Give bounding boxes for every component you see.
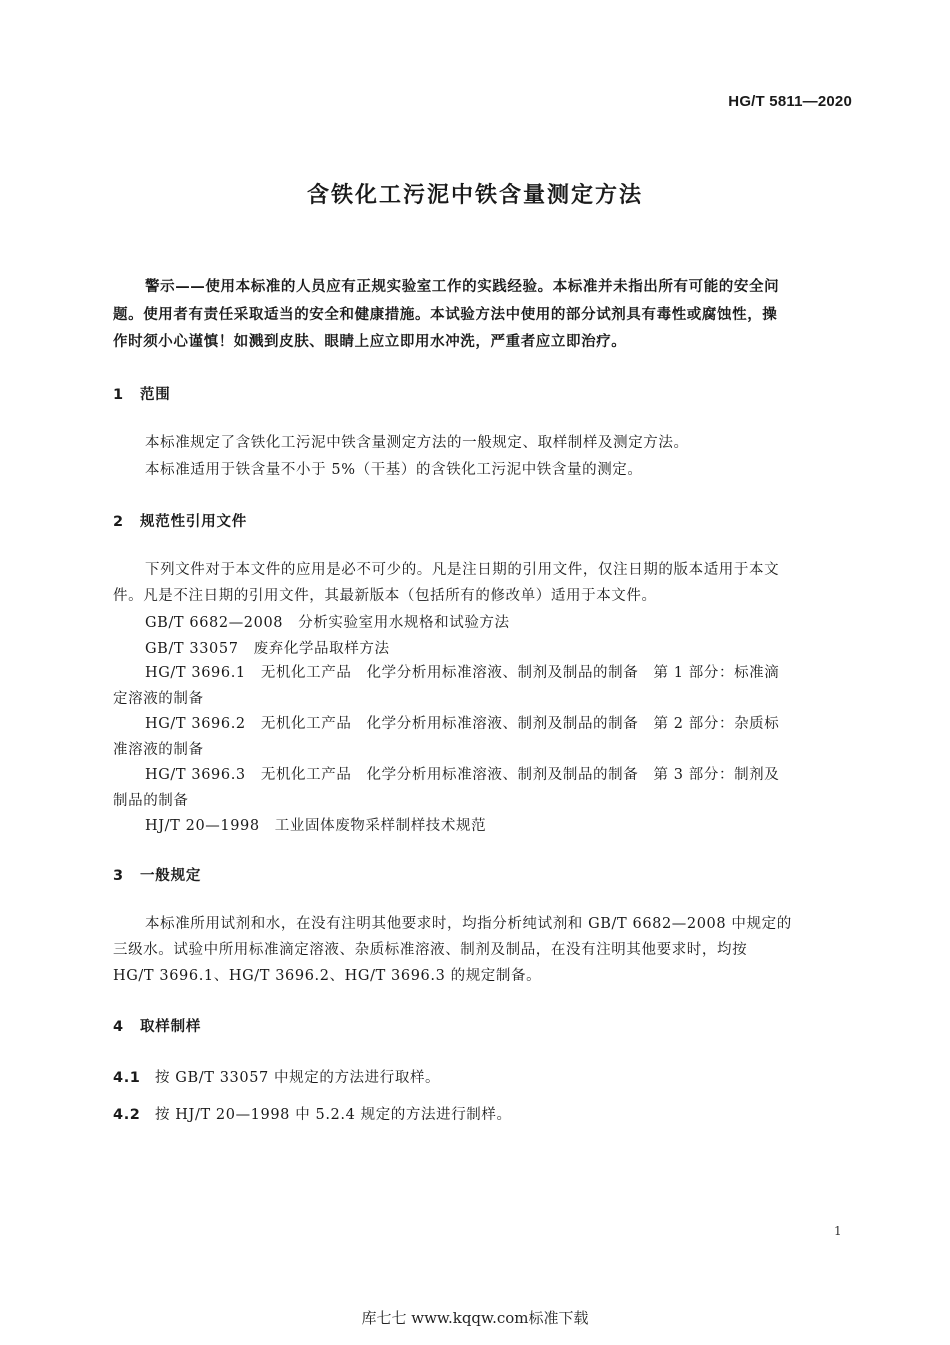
reference-code: GB/T 6682—2008: [145, 615, 284, 631]
reference-item: [145, 712, 779, 733]
clause-4-2: [113, 1103, 512, 1124]
standard-code: HG/T 5811—2020: [728, 93, 852, 110]
reference-item: [145, 637, 390, 658]
section-number: 1: [113, 387, 124, 403]
section-2-heading: [113, 510, 247, 531]
footer-watermark-text: 库七七 www.kqqw.com标准下载: [361, 1309, 589, 1327]
reference-code: HG/T 3696.1: [145, 665, 246, 681]
reference-code: HG/T 3696.2: [145, 716, 246, 732]
section-3-line-1: 本标准所用试剂和水，在没有注明其他要求时，均指分析纯试剂和 GB/T 6682—2008 中规定的: [145, 916, 792, 932]
reference-item: [145, 611, 510, 632]
warning-line-3: 作时须小心谨慎！如溅到皮肤、眼睛上应立即用水冲洗，严重者应立即治疗。: [113, 334, 627, 350]
section-1-paragraph-2: 本标准适用于铁含量不小于 5%（干基）的含铁化工污泥中铁含量的测定。: [145, 462, 643, 478]
warning-block: [113, 274, 850, 357]
document-title: 含铁化工污泥中铁含量测定方法: [306, 183, 643, 208]
section-title: 一般规定: [140, 868, 202, 884]
clause-text: 按 GB/T 33057 中规定的方法进行取样。: [155, 1070, 441, 1086]
clause-number: 4.2: [113, 1107, 141, 1123]
clause-text: 按 HJ/T 20—1998 中 5.2.4 规定的方法进行制样。: [155, 1107, 512, 1123]
section-2-intro-line-2: 件。凡是不注日期的引用文件，其最新版本（包括所有的修改单）适用于本文件。: [113, 588, 657, 604]
section-1-heading: [113, 383, 171, 404]
section-number: 2: [113, 514, 124, 530]
reference-continuation: 定溶液的制备: [113, 691, 204, 707]
section-3-line-3: HG/T 3696.1、HG/T 3696.2、HG/T 3696.3 的规定制备。: [113, 968, 542, 984]
section-title: 规范性引用文件: [140, 514, 248, 530]
section-2-intro-line-1: 下列文件对于本文件的应用是必不可少的。凡是注日期的引用文件，仅注日期的版本适用于本文: [145, 562, 780, 578]
reference-code: GB/T 33057: [145, 641, 239, 657]
reference-title: 无机化工产品 化学分析用标准溶液、制剂及制品的制备 第 2 部分：杂质标: [260, 716, 780, 732]
reference-title: 废弃化学品取样方法: [253, 641, 390, 657]
section-title: 范围: [140, 387, 171, 403]
section-number: 3: [113, 868, 124, 884]
page-number: 1: [834, 1224, 842, 1238]
section-3-line-2: 三级水。试验中所用标准滴定溶液、杂质标准溶液、制剂及制品，在没有注明其他要求时，均按: [113, 942, 748, 958]
reference-title: 无机化工产品 化学分析用标准溶液、制剂及制品的制备 第 3 部分：制剂及: [260, 767, 780, 783]
clause-4-1: [113, 1066, 440, 1087]
reference-item: [145, 661, 779, 682]
section-title: 取样制样: [140, 1019, 202, 1035]
reference-code: HG/T 3696.3: [145, 767, 246, 783]
section-3-heading: [113, 864, 201, 885]
warning-line-1: 警示——使用本标准的人员应有正规实验室工作的实践经验。本标准并未指出所有可能的安全问: [145, 279, 780, 295]
section-number: 4: [113, 1019, 124, 1035]
clause-number: 4.1: [113, 1070, 141, 1086]
section-4-heading: [113, 1015, 201, 1036]
reference-title: 无机化工产品 化学分析用标准溶液、制剂及制品的制备 第 1 部分：标准滴: [260, 665, 780, 681]
reference-continuation: 准溶液的制备: [113, 742, 204, 758]
reference-code: HJ/T 20—1998: [145, 818, 260, 834]
reference-title: 分析实验室用水规格和试验方法: [298, 615, 510, 631]
reference-continuation: 制品的制备: [113, 793, 189, 809]
warning-line-2: 题。使用者有责任采取适当的安全和健康措施。本试验方法中使用的部分试剂具有毒性或腐蚀性，操: [113, 306, 778, 323]
reference-item: [145, 814, 486, 835]
reference-title: 工业固体废物采样制样技术规范: [274, 818, 487, 834]
reference-item: [145, 763, 779, 784]
section-1-paragraph-1: 本标准规定了含铁化工污泥中铁含量测定方法的一般规定、取样制样及测定方法。: [145, 435, 689, 451]
